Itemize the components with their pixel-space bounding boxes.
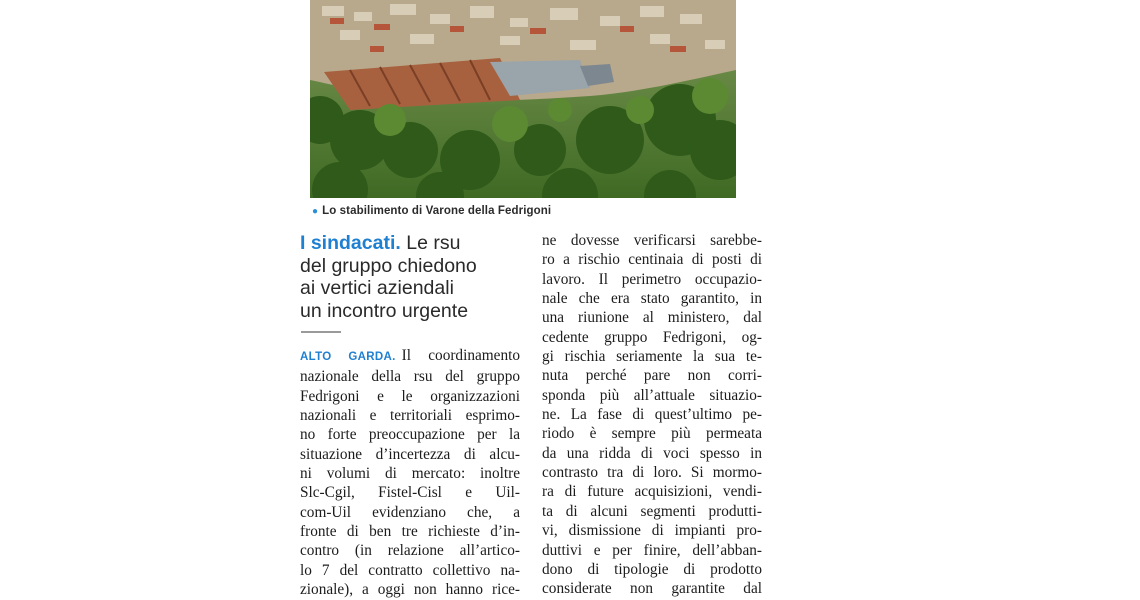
article-location: ALTO GARDA. — [300, 351, 396, 363]
article-line: ra di future acquisizioni, vendi- — [542, 483, 762, 501]
article-line: dono di tipologie di prodotto — [542, 560, 762, 578]
article-line: com-Uil evidenziano che, a — [300, 503, 520, 521]
bullet-dot-icon: ● — [312, 206, 319, 217]
article-line — [300, 346, 520, 367]
article-line: fronte di ben tre richieste d’in- — [300, 523, 520, 541]
article-line: cedente gruppo Fedrigoni, og- — [542, 328, 762, 346]
article-line: lo 7 del contratto collettivo na- — [300, 561, 520, 579]
article-line: no forte preoccupazione per la — [300, 426, 520, 444]
article-line: ta di alcuni segmenti produtti- — [542, 502, 762, 520]
article-line: una riunione al ministero, dal — [542, 309, 762, 327]
article-line: ne. La fase di quest’ultimo pe- — [542, 406, 762, 424]
caption-text: Lo stabilimento di Varone della Fedrigoni — [322, 205, 552, 217]
article-line: ne dovesse verificarsi sarebbe- — [542, 232, 762, 249]
headline-line: Le rsu — [406, 232, 461, 254]
headline-kicker: I sindacati. — [300, 232, 401, 254]
headline-divider — [301, 331, 341, 333]
article-line: nazionali e territoriali esprimo- — [300, 407, 520, 425]
article-line: zionale), a oggi non hanno rice- — [300, 581, 520, 599]
article-line: Slc-Cgil, Fistel-Cisl e Uil- — [300, 484, 520, 502]
article-line: situazione d’incertezza di alcu- — [300, 445, 520, 463]
article-line: ni volumi di mercato: inoltre — [300, 465, 520, 483]
article-line: ro a rischio centinaia di posti di — [542, 251, 762, 269]
article-column-2 — [542, 231, 762, 599]
article-line: sponda più all’attuale situazio- — [542, 386, 762, 404]
article-line: considerate non garantite dal — [542, 580, 762, 598]
article-photo — [310, 0, 736, 198]
article-line: nale che era stato garantito, in — [542, 290, 762, 308]
article-line: da una ridda di voci spesso in — [542, 444, 762, 462]
article-line: duttivi e per finire, dell’abban- — [542, 541, 762, 559]
article-line: nazionale della rsu del gruppo — [300, 368, 520, 386]
article-line: riodo è sempre più permeata — [542, 425, 762, 443]
article-headline — [300, 232, 510, 322]
article-line-text: Il coordinamento — [401, 347, 521, 364]
article-column-1 — [300, 346, 520, 599]
article-line: vi, dismissione di impianti pro- — [542, 522, 762, 540]
headline-line: del gruppo chiedono — [300, 254, 477, 277]
article-line: lavoro. Il perimetro occupazio- — [542, 270, 762, 288]
headline-line: un incontro urgente — [300, 299, 469, 322]
article-line: nuta perché pare non corri- — [542, 367, 762, 385]
article-line: contro (in relazione all’artico- — [300, 542, 520, 560]
article-line: Fedrigoni e le organizzazioni — [300, 387, 520, 405]
town-landscape-image — [310, 0, 736, 198]
article-line: contrasto tra di loro. Si mormo- — [542, 464, 762, 482]
photo-caption — [312, 205, 551, 217]
article-line: gi rischia seriamente la sua te- — [542, 348, 762, 366]
headline-line: ai vertici aziendali — [300, 277, 454, 299]
